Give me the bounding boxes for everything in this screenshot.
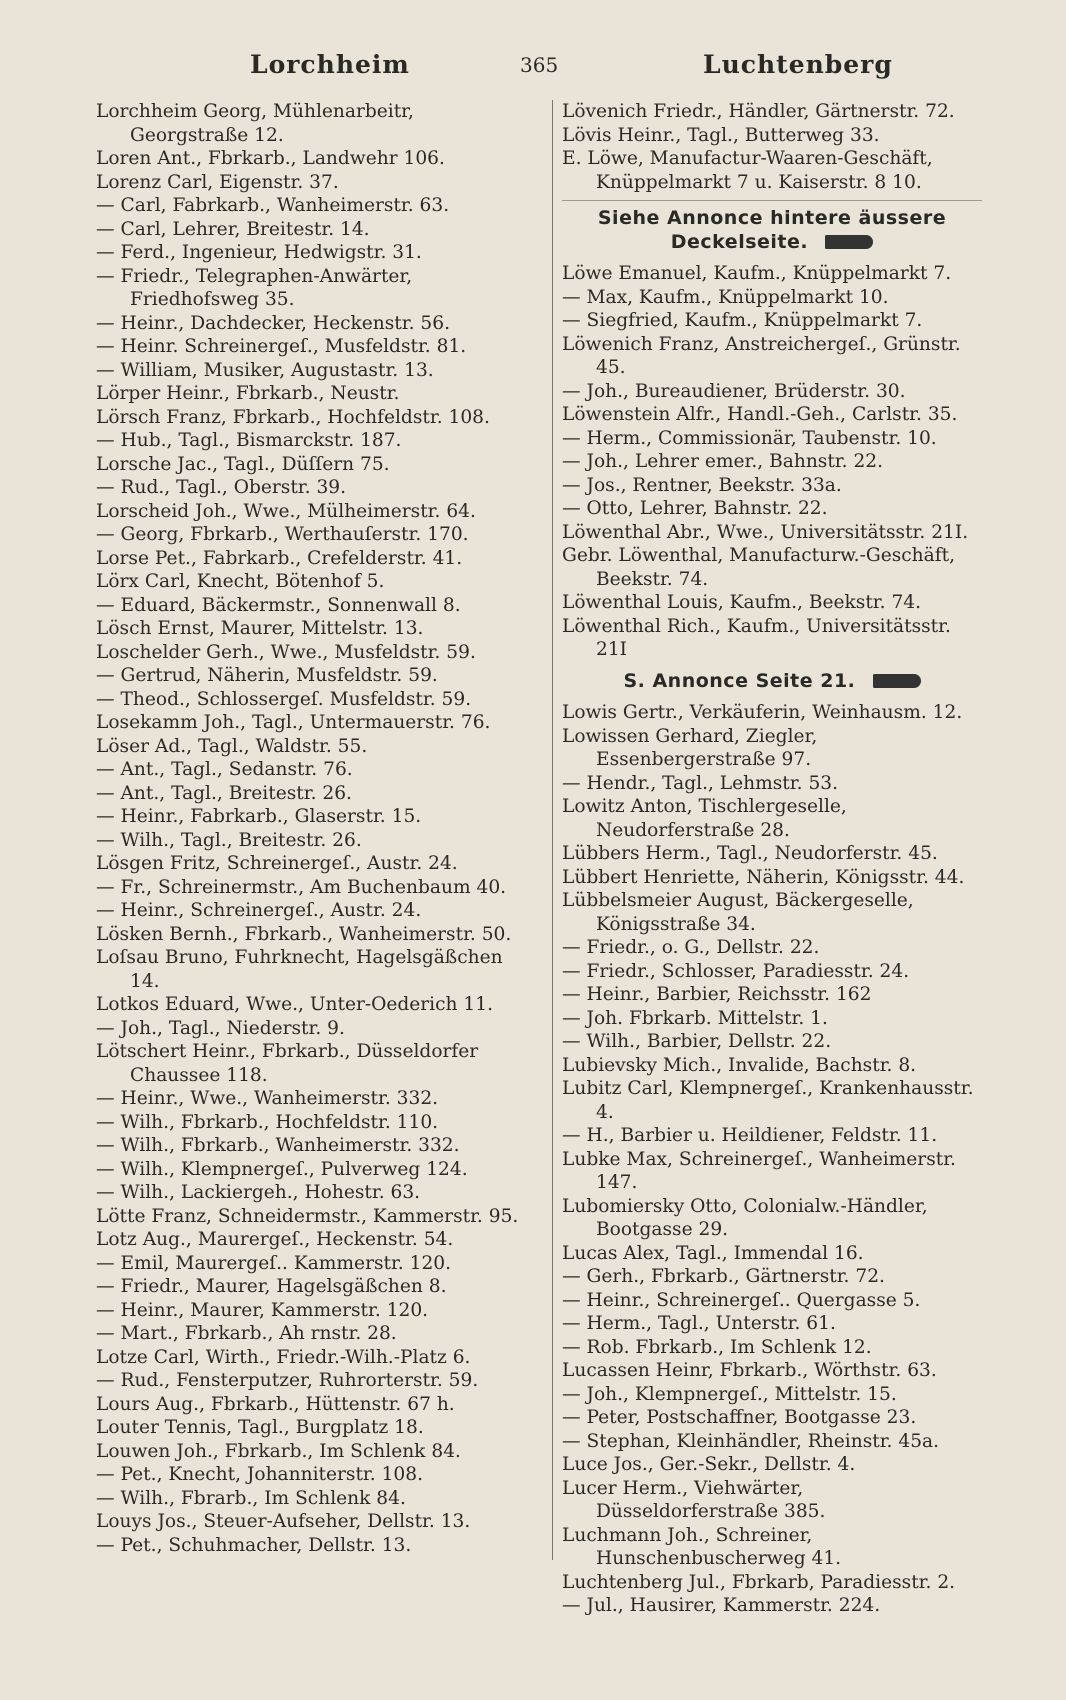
directory-entry: — Gerh., Fbrkarb., Gärtnerstr. 72. xyxy=(562,1266,885,1287)
directory-entry: — Wilh., Tagl., Breitestr. 26. xyxy=(96,829,362,851)
directory-entry: — Ant., Tagl., Breitestr. 26. xyxy=(96,782,352,804)
pointing-hand-icon xyxy=(873,674,921,688)
advertisement-note-2 xyxy=(562,670,982,694)
directory-entry: — Ferd., Ingenieur, Hedwigstr. 31. xyxy=(96,242,422,263)
directory-entry: — Herm., Commissionär, Taubenstr. 10. xyxy=(562,427,937,449)
directory-entry: Lorscheid Joh., Wwe., Mülheimerstr. 64. xyxy=(96,500,476,522)
directory-entry: — Wilh., Barbier, Dellstr. 22. xyxy=(562,1031,832,1052)
header-right-keyword: Luchtenberg xyxy=(703,50,893,79)
directory-entry: Lubievsky Mich., Invalide, Bachstr. 8. xyxy=(562,1054,917,1076)
directory-entry: Luchtenberg Jul., Fbrkarb, Paradiesstr. 2. xyxy=(562,1571,956,1593)
directory-entry: Lowitz Anton, Tischlergeselle, Neudorferstraße 28. xyxy=(562,796,847,841)
directory-entry: — Heinr., Wwe., Wanheimerstr. 332. xyxy=(96,1088,439,1109)
directory-entry: Lubomiersky Otto, Colonialw.-Händler, Bootgasse 29. xyxy=(562,1195,928,1240)
directory-entry: — Otto, Lehrer, Bahnstr. 22. xyxy=(562,498,828,519)
directory-entry: Louter Tennis, Tagl., Burgplatz 18. xyxy=(96,1417,424,1438)
directory-entry: Lubke Max, Schreinergeſ., Wanheimerstr. 147. xyxy=(562,1148,956,1193)
page-number: 365 xyxy=(520,53,559,77)
advertisement-text-2: S. Annonce Seite 21. xyxy=(623,669,856,692)
directory-entry: — Pet., Knecht, Johanniterstr. 108. xyxy=(96,1464,423,1485)
directory-entry: Loschelder Gerh., Wwe., Musfeldstr. 59. xyxy=(96,641,476,663)
directory-entry: — Friedr., o. G., Dellstr. 22. xyxy=(562,937,820,958)
directory-entry: Lösken Bernh., Fbrkarb., Wanheimerstr. 50. xyxy=(96,923,512,945)
directory-entry: E. Löwe, Manufactur-Waaren-Geschäft, Knüppelmarkt 7 u. Kaiserstr. 8 10. xyxy=(562,148,933,193)
pointing-hand-icon xyxy=(825,235,873,249)
directory-entry: — Joh., Tagl., Niederstr. 9. xyxy=(96,1017,345,1039)
directory-entry: — Wilh., Fbrarb., Im Schlenk 84. xyxy=(96,1487,406,1509)
directory-entry: — Carl, Fabrkarb., Wanheimerstr. 63. xyxy=(96,195,450,216)
directory-entry: Lorse Pet., Fabrkarb., Crefelderstr. 41. xyxy=(96,547,463,569)
directory-entry: — Jul., Hausirer, Kammerstr. 224. xyxy=(562,1595,881,1616)
directory-entry: — Emil, Maurergeſ.. Kammerstr. 120. xyxy=(96,1252,452,1274)
directory-entry: — Eduard, Bäckermstr., Sonnenwall 8. xyxy=(96,594,461,616)
directory-entry: Louwen Joh., Fbrkarb., Im Schlenk 84. xyxy=(96,1440,461,1462)
directory-entry: Lours Aug., Fbrkarb., Hüttenstr. 67 h. xyxy=(96,1393,455,1415)
directory-entry: Lorchheim Georg, Mühlenarbeitr, Georgstraße 12. xyxy=(96,101,414,146)
directory-entry: Lotkos Eduard, Wwe., Unter-Oederich 11. xyxy=(96,994,493,1015)
right-column-bottom-entries xyxy=(562,701,982,1618)
directory-entry: — Heinr., Dachdecker, Heckenstr. 56. xyxy=(96,312,450,334)
directory-entry: Lowissen Gerhard, Ziegler, Essenbergerstraße 97. xyxy=(562,725,818,770)
directory-entry: — Wilh., Fbrkarb., Hochfeldstr. 110. xyxy=(96,1111,439,1133)
directory-entry: — Carl, Lehrer, Breitestr. 14. xyxy=(96,218,370,240)
advertisement-note xyxy=(562,207,982,254)
directory-entry: — Gertrud, Näherin, Musfeldstr. 59. xyxy=(96,665,438,686)
directory-entry: — Ant., Tagl., Sedanstr. 76. xyxy=(96,759,353,780)
directory-entry: — Friedr., Maurer, Hagelsgäßchen 8. xyxy=(96,1276,447,1297)
page-header xyxy=(0,50,1066,90)
directory-entry: — Heinr., Schreinergeſ., Austr. 24. xyxy=(96,900,422,921)
directory-entry: — H., Barbier u. Heildiener, Feldstr. 11. xyxy=(562,1125,938,1146)
directory-entry: — Fr., Schreinermstr., Am Buchenbaum 40. xyxy=(96,876,507,898)
directory-entry: Lösgen Fritz, Schreinergeſ., Austr. 24. xyxy=(96,853,458,874)
directory-entry: — Heinr., Barbier, Reichsstr. 162 xyxy=(562,984,872,1005)
directory-entry: — Mart., Fbrkarb., Ah rnstr. 28. xyxy=(96,1323,397,1344)
directory-entry: Lubitz Carl, Klempnergeſ., Krankenhausstr. 4. xyxy=(562,1078,974,1123)
directory-entry: Lorsche Jac., Tagl., Düſſern 75. xyxy=(96,453,390,475)
directory-entry: — Joh. Fbrkarb. Mittelstr. 1. xyxy=(562,1007,828,1029)
right-column xyxy=(562,100,982,1618)
left-column xyxy=(96,100,536,1557)
directory-entry: — Wilh., Klempnergeſ., Pulverweg 124. xyxy=(96,1158,468,1180)
directory-entry: Lövis Heinr., Tagl., Butterweg 33. xyxy=(562,124,880,146)
directory-entry: Lörsch Franz, Fbrkarb., Hochfeldstr. 108. xyxy=(96,406,490,428)
directory-entry: — Joh., Lehrer emer., Bahnstr. 22. xyxy=(562,451,884,472)
directory-entry: — Heinr. Schreinergeſ., Musfeldstr. 81. xyxy=(96,336,467,357)
directory-entry: — Friedr., Telegraphen-Anwärter, Friedhofsweg 35. xyxy=(96,265,413,310)
directory-entry: Lövenich Friedr., Händler, Gärtnerstr. 72. xyxy=(562,101,955,122)
directory-entry: Löwenthal Rich., Kaufm., Universitätsstr. 21I xyxy=(562,615,951,660)
directory-entry: — Heinr., Schreinergeſ.. Quergasse 5. xyxy=(562,1289,921,1311)
directory-entry: Löwe Emanuel, Kaufm., Knüppelmarkt 7. xyxy=(562,263,952,284)
directory-entry: — Stephan, Kleinhändler, Rheinstr. 45a. xyxy=(562,1430,940,1452)
directory-entry: Louys Jos., Steuer-Aufseher, Dellstr. 13. xyxy=(96,1511,471,1532)
directory-entry: — Hub., Tagl., Bismarckstr. 187. xyxy=(96,430,402,451)
directory-entry: Loren Ant., Fbrkarb., Landwehr 106. xyxy=(96,148,445,169)
directory-entry: Lübbers Herm., Tagl., Neudorferstr. 45. xyxy=(562,843,938,864)
directory-entry: Lotz Aug., Maurergeſ., Heckenstr. 54. xyxy=(96,1229,454,1250)
directory-entry: Gebr. Löwenthal, Manufacturw.-Geschäft, Beekstr. 74. xyxy=(562,545,955,590)
directory-entry: — Siegfried, Kaufm., Knüppelmarkt 7. xyxy=(562,310,923,331)
directory-entry: Löwenstein Alfr., Handl.-Geh., Carlstr. 35. xyxy=(562,404,958,425)
directory-entry: Losekamm Joh., Tagl., Untermauerstr. 76. xyxy=(96,712,491,733)
directory-entry: Löwenthal Louis, Kaufm., Beekstr. 74. xyxy=(562,592,922,613)
directory-entry: — Hendr., Tagl., Lehmstr. 53. xyxy=(562,772,839,794)
directory-entry: — Georg, Fbrkarb., Werthauſerstr. 170. xyxy=(96,524,469,545)
directory-entry: Lucer Herm., Viehwärter, Düsseldorferstraße 385. xyxy=(562,1477,826,1522)
directory-entry: Lörx Carl, Knecht, Bötenhof 5. xyxy=(96,571,385,592)
directory-entry: Lösch Ernst, Maurer, Mittelstr. 13. xyxy=(96,618,424,639)
directory-entry: Lötte Franz, Schneidermstr., Kammerstr. 95. xyxy=(96,1205,519,1227)
directory-entry: — Heinr., Fabrkarb., Glaserstr. 15. xyxy=(96,806,422,827)
header-left-keyword: Lorchheim xyxy=(250,50,410,79)
directory-entry: — Rob. Fbrkarb., Im Schlenk 12. xyxy=(562,1336,872,1358)
directory-entry: — Peter, Postschaffner, Bootgasse 23. xyxy=(562,1407,917,1428)
directory-entry: Lucassen Heinr, Fbrkarb., Wörthstr. 63. xyxy=(562,1360,937,1381)
directory-entry: Lorenz Carl, Eigenstr. 37. xyxy=(96,171,339,193)
directory-entry: Lötschert Heinr., Fbrkarb., Düsseldorfer Chaussee 118. xyxy=(96,1041,479,1086)
directory-entry: Lowis Gertr., Verkäuferin, Weinhausm. 12. xyxy=(562,702,963,723)
directory-entry: — William, Musiker, Augustastr. 13. xyxy=(96,359,434,381)
directory-entry: Löwenthal Abr., Wwe., Universitätsstr. 21I. xyxy=(562,521,969,543)
directory-entry: Lübbelsmeier August, Bäckergeselle, Königsstraße 34. xyxy=(562,890,914,935)
directory-entry: Lotze Carl, Wirth., Friedr.-Wilh.-Platz 6. xyxy=(96,1346,471,1368)
directory-entry: — Joh., Klempnergeſ., Mittelstr. 15. xyxy=(562,1383,897,1405)
directory-entry: Lübbert Henriette, Näherin, Königsstr. 44. xyxy=(562,866,965,888)
directory-entry: — Rud., Fensterputzer, Ruhrorterstr. 59. xyxy=(96,1370,479,1391)
directory-entry: — Wilh., Fbrkarb., Wanheimerstr. 332. xyxy=(96,1135,460,1156)
directory-entry: — Max, Kaufm., Knüppelmarkt 10. xyxy=(562,286,889,308)
right-column-middle-entries xyxy=(562,262,982,662)
directory-entry: — Herm., Tagl., Unterstr. 61. xyxy=(562,1313,836,1334)
directory-entry: Löwenich Franz, Anstreichergeſ., Grünstr. 45. xyxy=(562,333,961,378)
directory-entry: Lörper Heinr., Fbrkarb., Neustr. xyxy=(96,383,400,404)
separator-line xyxy=(562,200,982,201)
directory-entry: — Wilh., Lackiergeh., Hohestr. 63. xyxy=(96,1182,421,1203)
directory-entry: — Pet., Schuhmacher, Dellstr. 13. xyxy=(96,1534,412,1556)
directory-entry: Loſsau Bruno, Fuhrknecht, Hagelsgäßchen 14. xyxy=(96,947,503,992)
directory-entry: — Joh., Bureaudiener, Brüderstr. 30. xyxy=(562,380,906,402)
directory-entry: — Heinr., Maurer, Kammerstr. 120. xyxy=(96,1299,429,1321)
right-column-top-entries xyxy=(562,100,982,194)
directory-entry: — Friedr., Schlosser, Paradiesstr. 24. xyxy=(562,960,910,982)
directory-entry: Luchmann Joh., Schreiner, Hunschenbuscherweg 41. xyxy=(562,1524,842,1569)
directory-entry: — Rud., Tagl., Oberstr. 39. xyxy=(96,477,347,498)
directory-entry: — Jos., Rentner, Beekstr. 33a. xyxy=(562,474,842,496)
directory-entry: Luce Jos., Ger.-Sekr., Dellstr. 4. xyxy=(562,1454,856,1475)
directory-entry: Lucas Alex, Tagl., Immendal 16. xyxy=(562,1242,864,1264)
directory-entry: — Theod., Schlossergeſ. Musfeldstr. 59. xyxy=(96,688,472,710)
directory-entry: Löser Ad., Tagl., Waldstr. 55. xyxy=(96,735,368,757)
column-divider xyxy=(552,100,553,1560)
advertisement-text: Siehe Annonce hintere äussere Deckelseite. xyxy=(597,207,947,253)
